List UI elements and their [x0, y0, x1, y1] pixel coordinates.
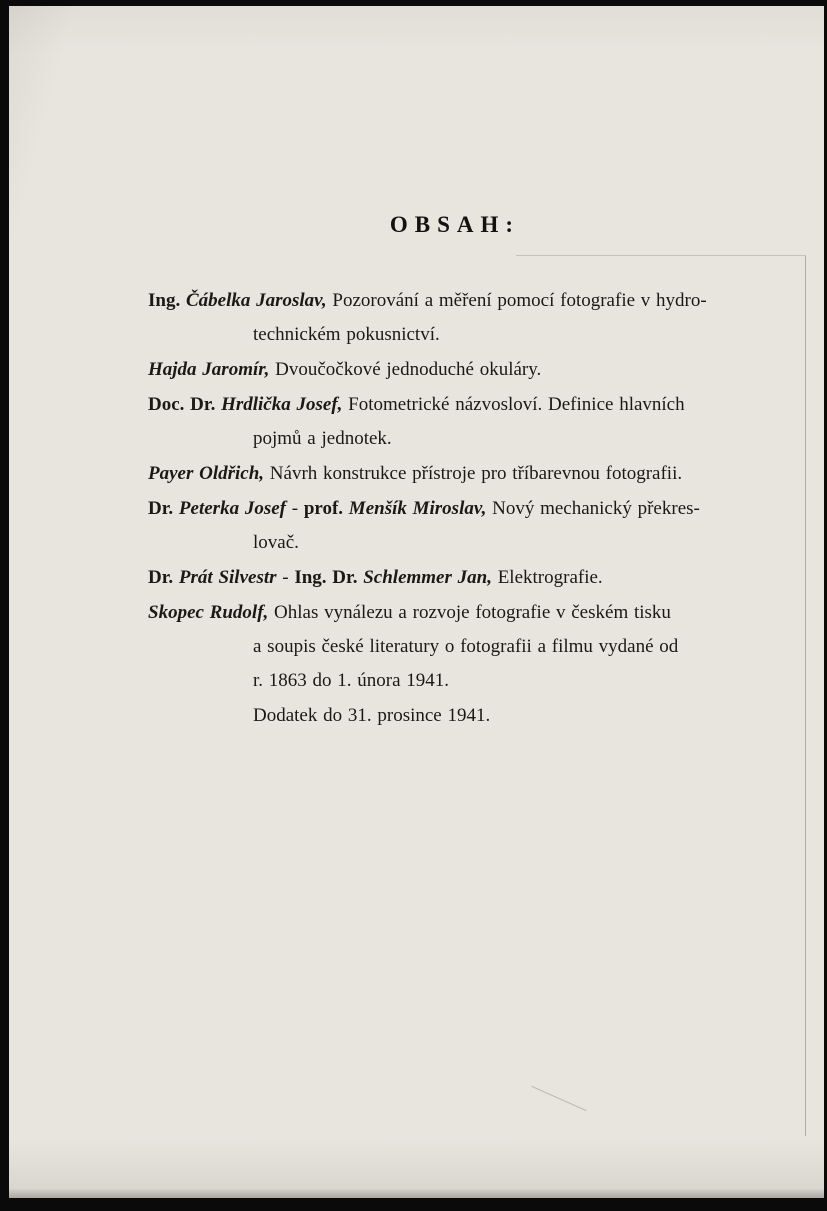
toc-entry [148, 561, 808, 595]
author-title: Ing. Dr. [294, 567, 364, 588]
author-title: Dr. [148, 567, 179, 588]
toc-entry [148, 457, 808, 491]
entry-text-continuation: lovač. [253, 532, 299, 553]
toc-entry [148, 353, 808, 387]
entry-text-continuation: pojmů a jednotek. [253, 428, 392, 449]
entry-text: Fotometrické názvosloví. Definice hlavních [342, 394, 685, 415]
author-name: Peterka Josef [178, 498, 286, 519]
author-title: Doc. Dr. [148, 394, 222, 415]
scan-scratch-artifact [531, 1086, 586, 1111]
author-separator: - [276, 567, 295, 588]
author-title: Dr. [148, 498, 179, 519]
author-name: Hrdlička Josef, [221, 394, 343, 415]
author-name: Schlemmer Jan, [363, 567, 492, 588]
toc-entry [148, 596, 808, 698]
toc-entry [148, 388, 808, 456]
entry-text-continuation: technickém pokusnictví. [253, 324, 440, 345]
entry-text: Pozorování a měření pomocí fotografie v hydro- [326, 290, 707, 311]
bottom-edge-shadow [9, 1188, 824, 1198]
author-name: Menšík Miroslav, [348, 498, 487, 519]
table-of-contents [148, 284, 808, 733]
toc-entry [148, 284, 808, 352]
entry-text-continuation: a soupis české literatury o fotografii a filmu vydané od [253, 636, 679, 657]
page-title: OBSAH: [389, 212, 521, 237]
entry-text: Nový mechanický překres- [486, 498, 700, 519]
entry-text: Elektrografie. [491, 567, 603, 588]
page-content [148, 6, 808, 734]
scanned-page [9, 6, 824, 1198]
entry-text-continuation: r. 1863 do 1. února 1941. [253, 670, 450, 691]
author-name: Čábelka Jaroslav, [185, 290, 327, 311]
entry-text: Návrh konstrukce přístroje pro tříbarevnou fotografii. [264, 463, 683, 484]
author-separator: - [285, 498, 304, 519]
author-name: Payer Oldřich, [148, 463, 265, 484]
toc-entry [148, 492, 808, 560]
entry-text: Dodatek do 31. prosince 1941. [253, 705, 491, 726]
toc-entry-supplement [148, 699, 808, 733]
author-name: Hajda Jaromír, [148, 359, 270, 380]
entry-text: Dvoučočkové jednoduché okuláry. [269, 359, 542, 380]
entry-text: Ohlas vynálezu a rozvoje fotografie v českém tisku [268, 602, 671, 623]
author-title: Ing. [148, 290, 186, 311]
author-title: prof. [303, 498, 349, 519]
author-name: Skopec Rudolf, [148, 602, 269, 623]
author-name: Prát Silvestr [178, 567, 277, 588]
